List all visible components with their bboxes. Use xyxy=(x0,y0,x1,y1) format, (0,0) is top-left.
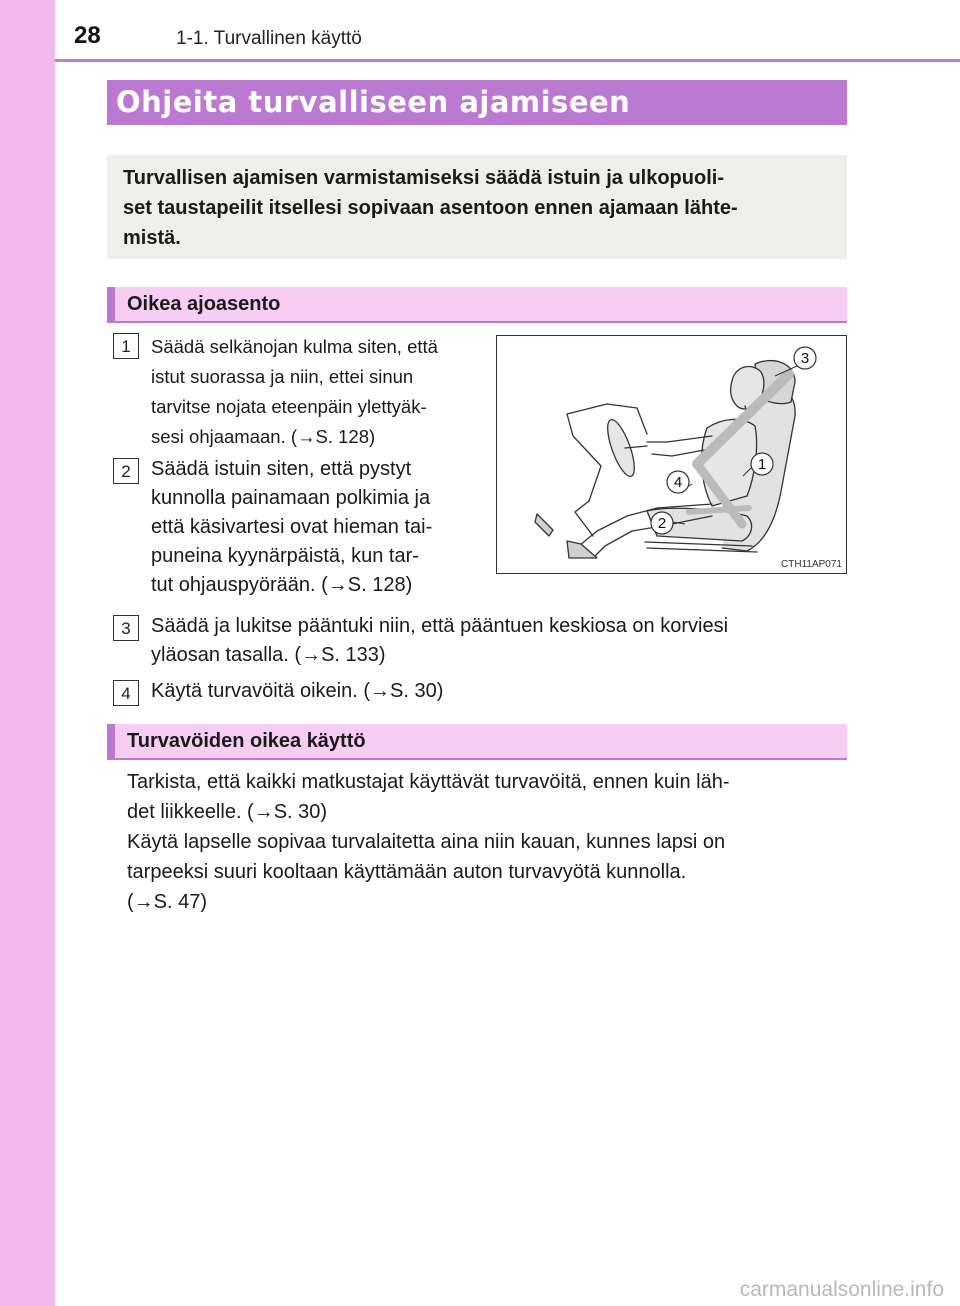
item-text xyxy=(151,455,475,600)
paragraph-line: Tarkista, että kaikki matkustajat käyttävät turvavöitä, ennen kuin läh- xyxy=(127,771,730,793)
callout-4: 4 xyxy=(673,474,683,491)
intro-line: set taustapeilit itsellesi sopivaan asentoon ennen ajamaan lähte- xyxy=(123,197,738,219)
item-line: Säädä selkänojan kulma siten, että xyxy=(151,336,438,357)
item-text xyxy=(151,332,475,452)
subheading-seatbelts: Turvavöiden oikea käyttö xyxy=(107,724,847,760)
figure-code: CTH11AP071 xyxy=(781,559,842,570)
item-number: 2 xyxy=(113,458,139,484)
seatbelt-paragraph xyxy=(127,767,840,917)
watermark: carmanualsonline.info xyxy=(739,1278,944,1301)
item-line: Säädä ja lukitse pääntuki niin, että pääntuen keskiosa on korviesi xyxy=(151,615,729,637)
paragraph-line: Käytä lapselle sopivaa turvalaitetta aina niin kauan, kunnes lapsi on xyxy=(127,831,726,853)
item-line: Säädä istuin siten, että pystyt xyxy=(151,458,412,480)
callout-1: 1 xyxy=(757,456,767,473)
intro-box xyxy=(107,155,847,259)
paragraph-line: (→S. 47) xyxy=(127,891,208,913)
page-number: 28 xyxy=(74,22,101,49)
item-line: puneina kyynärpäistä, kun tar- xyxy=(151,545,419,567)
item-line: yläosan tasalla. (→S. 133) xyxy=(151,644,386,666)
item-number: 3 xyxy=(113,615,139,641)
side-color-bar xyxy=(0,0,55,1306)
item-line: tarvitse nojata eteenpäin ylettyäk- xyxy=(151,396,427,417)
intro-line: mistä. xyxy=(123,227,181,249)
callout-2: 2 xyxy=(657,515,667,532)
paragraph-line: tarpeeksi suuri kooltaan käyttämään auton turvavyötä kunnolla. xyxy=(127,861,687,883)
item-number: 4 xyxy=(113,680,139,706)
driver-seat-drawing xyxy=(497,336,846,573)
item-number: 1 xyxy=(113,333,139,359)
item-line: istut suorassa ja niin, ettei sinun xyxy=(151,366,414,387)
section-title: 1-1. Turvallinen käyttö xyxy=(176,28,362,49)
item-line: tut ohjauspyörään. (→S. 128) xyxy=(151,574,413,596)
main-heading: Ohjeita turvalliseen ajamiseen xyxy=(107,80,847,125)
item-line: kunnolla painamaan polkimia ja xyxy=(151,487,431,509)
item-text xyxy=(151,677,840,706)
intro-line: Turvallisen ajamisen varmistamiseksi säädä istuin ja ulkopuoli- xyxy=(123,167,724,189)
driving-position-illustration xyxy=(496,335,847,574)
callout-3: 3 xyxy=(800,350,810,367)
item-line: Käytä turvavöitä oikein. (→S. 30) xyxy=(151,680,444,702)
item-line: että käsivartesi ovat hieman tai- xyxy=(151,516,433,538)
item-line: sesi ohjaamaan. (→S. 128) xyxy=(151,426,376,447)
subheading-driving-position: Oikea ajoasento xyxy=(107,287,847,323)
paragraph-line: det liikkeelle. (→S. 30) xyxy=(127,801,328,823)
header-divider xyxy=(55,59,960,62)
item-text xyxy=(151,612,840,670)
